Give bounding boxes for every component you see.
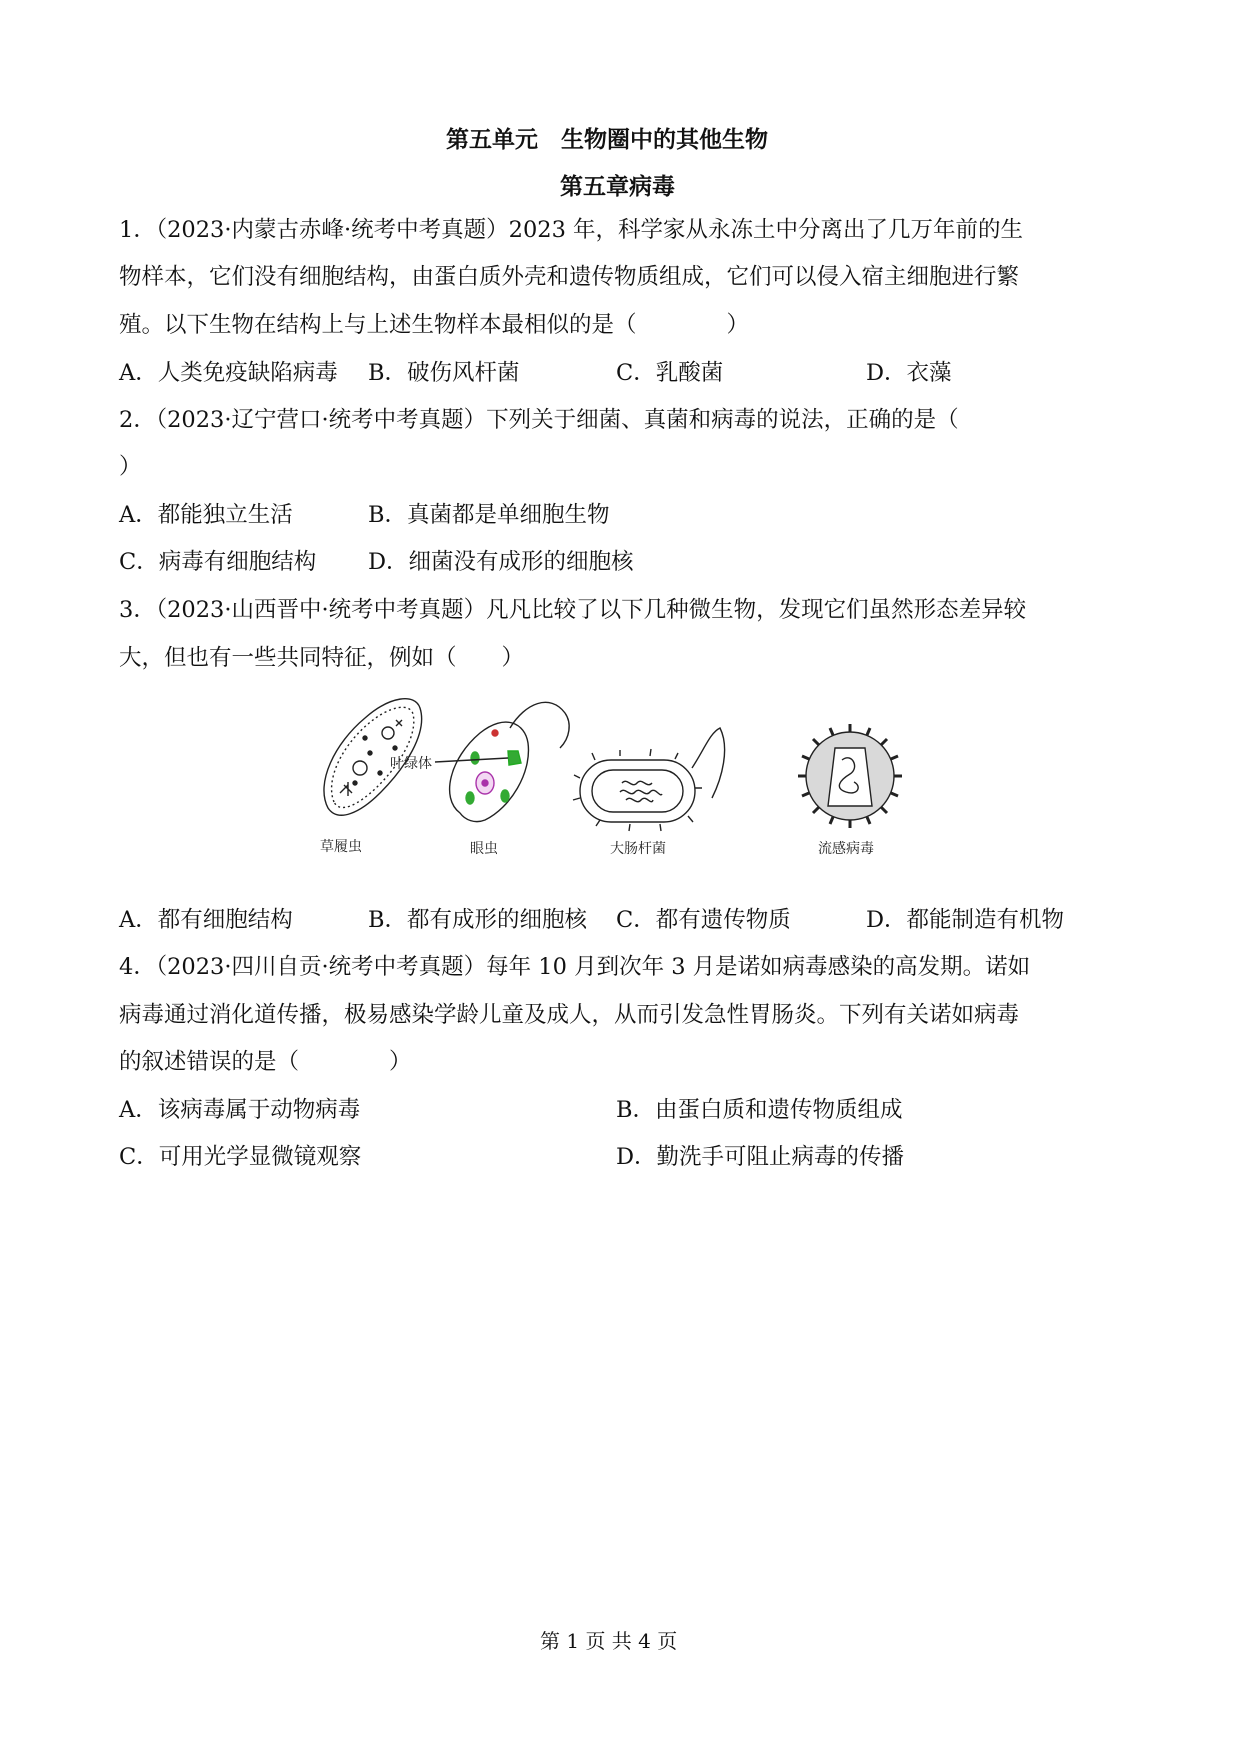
question-1-option-c: C．乳酸菌 <box>616 360 724 386</box>
question-4-line-3: 的叙述错误的是（ ） <box>119 1049 412 1075</box>
question-1-line-3: 殖。以下生物在结构上与上述生物样本最相似的是（ ） <box>119 312 750 338</box>
question-3-option-b: B．都有成形的细胞核 <box>368 907 588 933</box>
question-3-line-1: 3．（2023·山西晋中·统考中考真题）凡凡比较了以下几种微生物，发现它们虽然形态差异较 <box>119 597 1027 623</box>
chapter-title: 第五章病毒 <box>560 173 675 200</box>
ecoli-label: 大肠杆菌 <box>610 841 666 857</box>
question-4-line-2: 病毒通过消化道传播，极易感染学龄儿童及成人，从而引发急性胃肠炎。下列有关诺如病毒 <box>119 1002 1020 1028</box>
question-3-option-d: D．都能制造有机物 <box>866 907 1065 933</box>
question-2-option-a: A．都能独立生活 <box>119 502 293 528</box>
question-3-line-2: 大，但也有一些共同特征，例如（ ） <box>119 645 525 671</box>
page-footer: 第 1 页 共 4 页 <box>540 1629 678 1653</box>
ecoli-illustration <box>573 728 725 831</box>
question-2-option-b: B．真菌都是单细胞生物 <box>368 502 610 528</box>
influenza-virus-illustration <box>798 724 902 828</box>
euglena-illustration <box>435 702 569 821</box>
question-2-option-d: D．细菌没有成形的细胞核 <box>368 549 634 575</box>
euglena-label: 眼虫 <box>470 841 498 857</box>
question-3-option-a: A．都有细胞结构 <box>119 907 293 933</box>
question-1-option-a: A．人类免疫缺陷病毒 <box>119 360 338 386</box>
question-2-line-2: ） <box>119 454 142 480</box>
chloroplast-callout: 叶绿体 <box>390 756 432 772</box>
question-3-option-c: C．都有遗传物质 <box>616 907 791 933</box>
question-4-option-b: B．由蛋白质和遗传物质组成 <box>616 1097 903 1123</box>
paramecium-label: 草履虫 <box>320 839 362 855</box>
question-4-option-c: C．可用光学显微镜观察 <box>119 1144 362 1170</box>
unit-title: 第五单元 生物圈中的其他生物 <box>446 126 768 153</box>
question-1-line-1: 1．（2023·内蒙古赤峰·统考中考真题）2023 年，科学家从永冻土中分离出了几万年前的生 <box>119 217 1024 243</box>
microorganism-figure <box>310 688 950 863</box>
question-4-line-1: 4．（2023·四川自贡·统考中考真题）每年 10 月到次年 3 月是诺如病毒感染的高发期。诺如 <box>119 954 1031 980</box>
question-1-option-b: B．破伤风杆菌 <box>368 360 520 386</box>
question-2-line-1: 2．（2023·辽宁营口·统考中考真题）下列关于细菌、真菌和病毒的说法，正确的是（ <box>119 407 959 433</box>
question-1-line-2: 物样本，它们没有细胞结构，由蛋白质外壳和遗传物质组成，它们可以侵入宿主细胞进行繁 <box>119 264 1020 290</box>
question-4-option-a: A．该病毒属于动物病毒 <box>119 1097 361 1123</box>
influenza-virus-label: 流感病毒 <box>818 841 874 857</box>
question-1-option-d: D．衣藻 <box>866 360 952 386</box>
question-4-option-d: D．勤洗手可阻止病毒的传播 <box>616 1144 905 1170</box>
question-2-option-c: C．病毒有细胞结构 <box>119 549 317 575</box>
